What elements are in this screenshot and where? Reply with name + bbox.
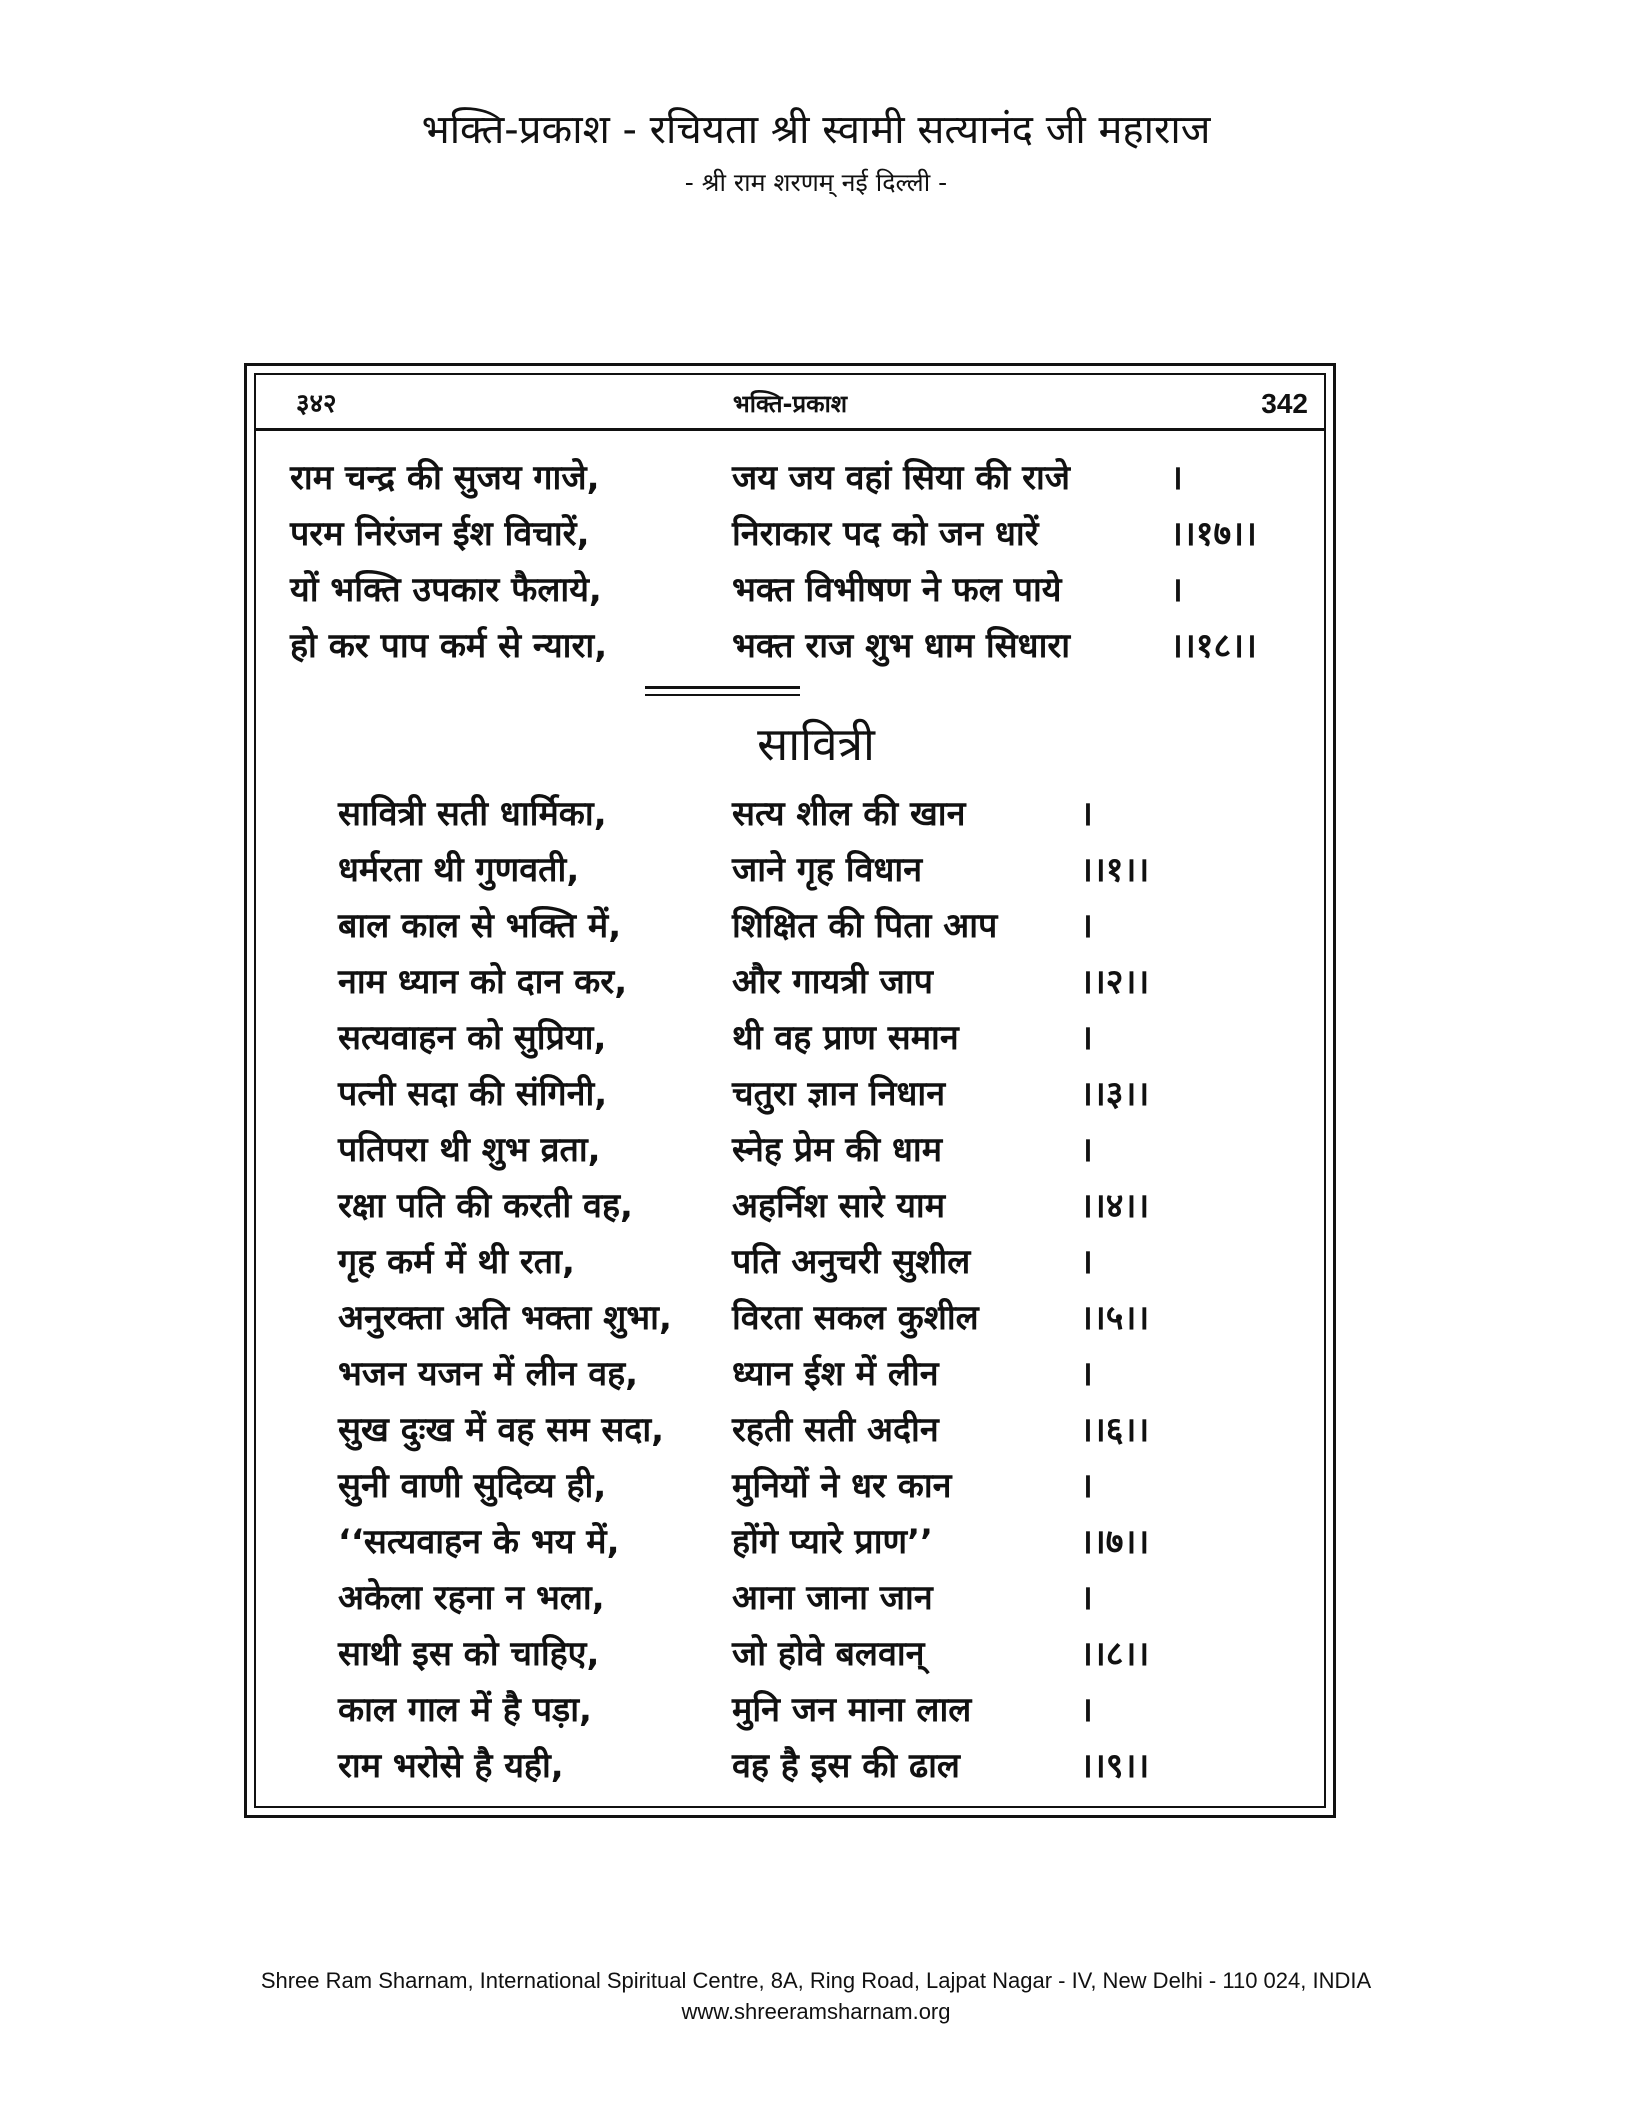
intro-verse-line: यों भक्ति उपकार फैलाये, भक्त विभीषण ने फल पाये । [290,570,1183,610]
page-header-title: भक्ति-प्रकाश - रचियता श्री स्वामी सत्यानंद जी महाराज [421,107,1211,153]
verse-line: अनुरक्ता अति भक्ता शुभा, विरता सकल कुशील ।।५।। [338,1298,1150,1338]
verse-line: नाम ध्यान को दान कर, और गायत्री जाप ।।२।। [338,962,1150,1002]
verse-line: सुख दुःख में वह सम सदा, रहती सती अदीन ।।६।। [338,1410,1150,1450]
intro-verse-line: हो कर पाप कर्म से न्यारा, भक्त राज शुभ धाम सिधारा ।।१८।। [290,626,1257,666]
verse-line: राम भरोसे है यही, वह है इस की ढाल ।।९।। [338,1746,1150,1786]
section-title: सावित्री [757,717,875,771]
verse-line: सावित्री सती धार्मिका, सत्य शील की खान । [338,794,1093,834]
intro-verse-line: परम निरंजन ईश विचारें, निराकार पद को जन धारें ।।१७।। [290,514,1257,554]
verse-line: भजन यजन में लीन वह, ध्यान ईश में लीन । [338,1354,1093,1394]
verse-line: काल गाल में है पड़ा, मुनि जन माना लाल । [338,1690,1093,1730]
intro-verse-line: राम चन्द्र की सुजय गाजे, जय जय वहां सिया की राजे । [290,458,1183,498]
running-head-rule [256,428,1324,431]
page-number-devanagari: ३४२ [296,389,337,419]
footer-address: Shree Ram Sharnam, International Spiritual Centre, 8A, Ring Road, Lajpat Nagar - IV, New Delhi - 110 024, INDIA [260,1968,1372,1993]
verse-line: सत्यवाहन को सुप्रिया, थी वह प्राण समान । [338,1018,1093,1058]
verse-line: ‘‘सत्यवाहन के भय में, होंगे प्यारे प्राण’’ ।।७।। [338,1522,1150,1562]
page-number: 342 [1261,388,1308,419]
verse-line: साथी इस को चाहिए, जो होवे बलवान् ।।८।। [338,1634,1150,1674]
verse-line: गृह कर्म में थी रता, पति अनुचरी सुशील । [338,1242,1093,1282]
verse-line: पत्नी सदा की संगिनी, चतुरा ज्ञान निधान ।।३।। [338,1074,1150,1114]
verse-line: बाल काल से भक्ति में, शिक्षित की पिता आप । [338,906,1093,946]
verse-line: धर्मरता थी गुणवती, जाने गृह विधान ।।१।। [338,850,1150,890]
footer-website-link[interactable]: www.shreeramsharnam.org [681,1999,951,2024]
book-title: भक्ति-प्रकाश [732,390,848,418]
verse-line: अकेला रहना न भला, आना जाना जान । [338,1578,1093,1618]
running-head [256,382,1324,426]
verse-line: पतिपरा थी शुभ व्रता, स्नेह प्रेम की धाम । [338,1130,1093,1170]
page-header-subtitle: - श्री राम शरणम् नई दिल्ली - [684,168,948,197]
verse-line: रक्षा पति की करती वह, अहर्निश सारे याम ।।४।। [338,1186,1150,1226]
section-title-rule [645,686,800,689]
section-title-rule [645,694,800,696]
verse-line: सुनी वाणी सुदिव्य ही, मुनियों ने धर कान । [338,1466,1093,1506]
